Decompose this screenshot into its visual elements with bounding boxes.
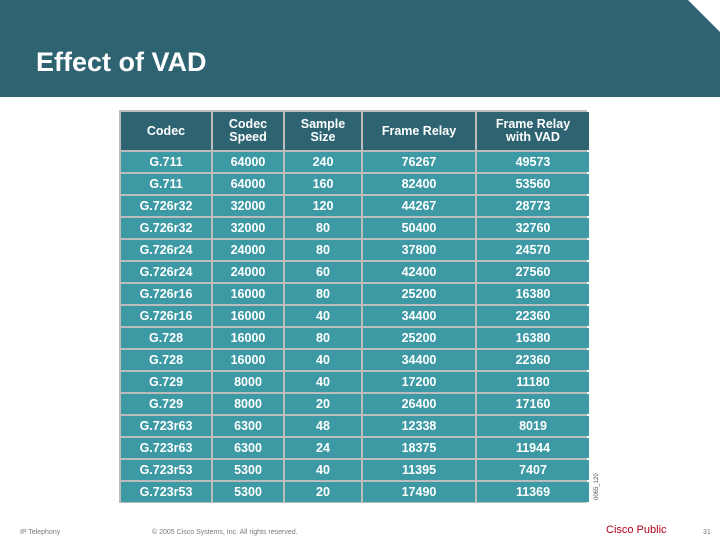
codec-speed-cell: 16000 bbox=[213, 328, 283, 348]
sample-size-cell: 80 bbox=[285, 284, 361, 304]
frame-relay-vad-cell: 11369 bbox=[477, 482, 589, 502]
frame-relay-vad-cell: 16380 bbox=[477, 284, 589, 304]
frame-relay-vad-cell: 17160 bbox=[477, 394, 589, 414]
codec-cell: G.726r32 bbox=[121, 218, 211, 238]
codec-speed-cell: 24000 bbox=[213, 262, 283, 282]
frame-relay-vad-cell: 8019 bbox=[477, 416, 589, 436]
sample-size-cell: 120 bbox=[285, 196, 361, 216]
codec-speed-cell: 64000 bbox=[213, 152, 283, 172]
frame-relay-vad-cell: 28773 bbox=[477, 196, 589, 216]
sample-size-cell: 160 bbox=[285, 174, 361, 194]
codec-cell: G.729 bbox=[121, 372, 211, 392]
frame-relay-vad-header: Frame Relay with VAD bbox=[477, 112, 589, 150]
codec-cell: G.723r63 bbox=[121, 438, 211, 458]
frame-relay-vad-cell: 53560 bbox=[477, 174, 589, 194]
sample-size-cell: 60 bbox=[285, 262, 361, 282]
frame-relay-cell: 18375 bbox=[363, 438, 475, 458]
footer-course: IP Telephony bbox=[20, 529, 61, 536]
vad-table bbox=[121, 112, 587, 502]
codec-speed-cell: 5300 bbox=[213, 460, 283, 480]
frame-relay-vad-cell: 24570 bbox=[477, 240, 589, 260]
frame-relay-cell: 82400 bbox=[363, 174, 475, 194]
sample-size-cell: 48 bbox=[285, 416, 361, 436]
codec-header: Codec bbox=[121, 112, 211, 150]
footer-copyright: © 2005 Cisco Systems, Inc. All rights reserved. bbox=[152, 529, 298, 536]
frame-relay-cell: 26400 bbox=[363, 394, 475, 414]
sample-size-cell: 40 bbox=[285, 350, 361, 370]
sample-size-cell: 80 bbox=[285, 218, 361, 238]
codec-speed-cell: 16000 bbox=[213, 284, 283, 304]
frame-relay-header: Frame Relay bbox=[363, 112, 475, 150]
page-number: 31 bbox=[703, 529, 711, 536]
codec-cell: G.726r32 bbox=[121, 196, 211, 216]
codec-cell: G.723r53 bbox=[121, 460, 211, 480]
figure-id: 0065_120 bbox=[594, 473, 600, 500]
codec-speed-cell: 32000 bbox=[213, 218, 283, 238]
codec-cell: G.711 bbox=[121, 152, 211, 172]
sample-size-cell: 40 bbox=[285, 372, 361, 392]
frame-relay-cell: 34400 bbox=[363, 306, 475, 326]
codec-speed-cell: 8000 bbox=[213, 394, 283, 414]
codec-cell: G.726r24 bbox=[121, 262, 211, 282]
frame-relay-cell: 25200 bbox=[363, 328, 475, 348]
sample-size-cell: 40 bbox=[285, 306, 361, 326]
frame-relay-vad-cell: 11944 bbox=[477, 438, 589, 458]
codec-speed-cell: 16000 bbox=[213, 350, 283, 370]
frame-relay-vad-cell: 49573 bbox=[477, 152, 589, 172]
frame-relay-vad-cell: 22360 bbox=[477, 350, 589, 370]
frame-relay-cell: 50400 bbox=[363, 218, 475, 238]
sample-size-cell: 20 bbox=[285, 394, 361, 414]
codec-cell: G.726r24 bbox=[121, 240, 211, 260]
codec-cell: G.723r63 bbox=[121, 416, 211, 436]
frame-relay-cell: 44267 bbox=[363, 196, 475, 216]
frame-relay-cell: 76267 bbox=[363, 152, 475, 172]
sample-size-cell: 80 bbox=[285, 240, 361, 260]
codec-speed-cell: 24000 bbox=[213, 240, 283, 260]
sample-size-cell: 80 bbox=[285, 328, 361, 348]
frame-relay-cell: 17200 bbox=[363, 372, 475, 392]
frame-relay-cell: 25200 bbox=[363, 284, 475, 304]
codec-cell: G.711 bbox=[121, 174, 211, 194]
codec-cell: G.728 bbox=[121, 350, 211, 370]
codec-cell: G.723r53 bbox=[121, 482, 211, 502]
frame-relay-cell: 17490 bbox=[363, 482, 475, 502]
frame-relay-vad-cell: 22360 bbox=[477, 306, 589, 326]
slide-title: Effect of VAD bbox=[36, 47, 207, 77]
frame-relay-vad-cell: 16380 bbox=[477, 328, 589, 348]
codec-speed-cell: 64000 bbox=[213, 174, 283, 194]
codec-speed-cell: 6300 bbox=[213, 438, 283, 458]
corner-notch bbox=[688, 0, 720, 32]
codec-speed-cell: 6300 bbox=[213, 416, 283, 436]
frame-relay-vad-cell: 32760 bbox=[477, 218, 589, 238]
frame-relay-cell: 12338 bbox=[363, 416, 475, 436]
codec-speed-cell: 32000 bbox=[213, 196, 283, 216]
frame-relay-cell: 34400 bbox=[363, 350, 475, 370]
codec-cell: G.729 bbox=[121, 394, 211, 414]
frame-relay-vad-cell: 7407 bbox=[477, 460, 589, 480]
footer-classification: Cisco Public bbox=[606, 524, 667, 536]
frame-relay-cell: 42400 bbox=[363, 262, 475, 282]
frame-relay-cell: 11395 bbox=[363, 460, 475, 480]
codec-speed-header: Codec Speed bbox=[213, 112, 283, 150]
frame-relay-cell: 37800 bbox=[363, 240, 475, 260]
sample-size-cell: 24 bbox=[285, 438, 361, 458]
sample-size-cell: 20 bbox=[285, 482, 361, 502]
sample-size-cell: 40 bbox=[285, 460, 361, 480]
frame-relay-vad-cell: 11180 bbox=[477, 372, 589, 392]
sample-size-cell: 240 bbox=[285, 152, 361, 172]
sample-size-header: Sample Size bbox=[285, 112, 361, 150]
codec-speed-cell: 5300 bbox=[213, 482, 283, 502]
codec-cell: G.726r16 bbox=[121, 284, 211, 304]
codec-cell: G.728 bbox=[121, 328, 211, 348]
frame-relay-vad-cell: 27560 bbox=[477, 262, 589, 282]
codec-speed-cell: 16000 bbox=[213, 306, 283, 326]
codec-cell: G.726r16 bbox=[121, 306, 211, 326]
codec-speed-cell: 8000 bbox=[213, 372, 283, 392]
